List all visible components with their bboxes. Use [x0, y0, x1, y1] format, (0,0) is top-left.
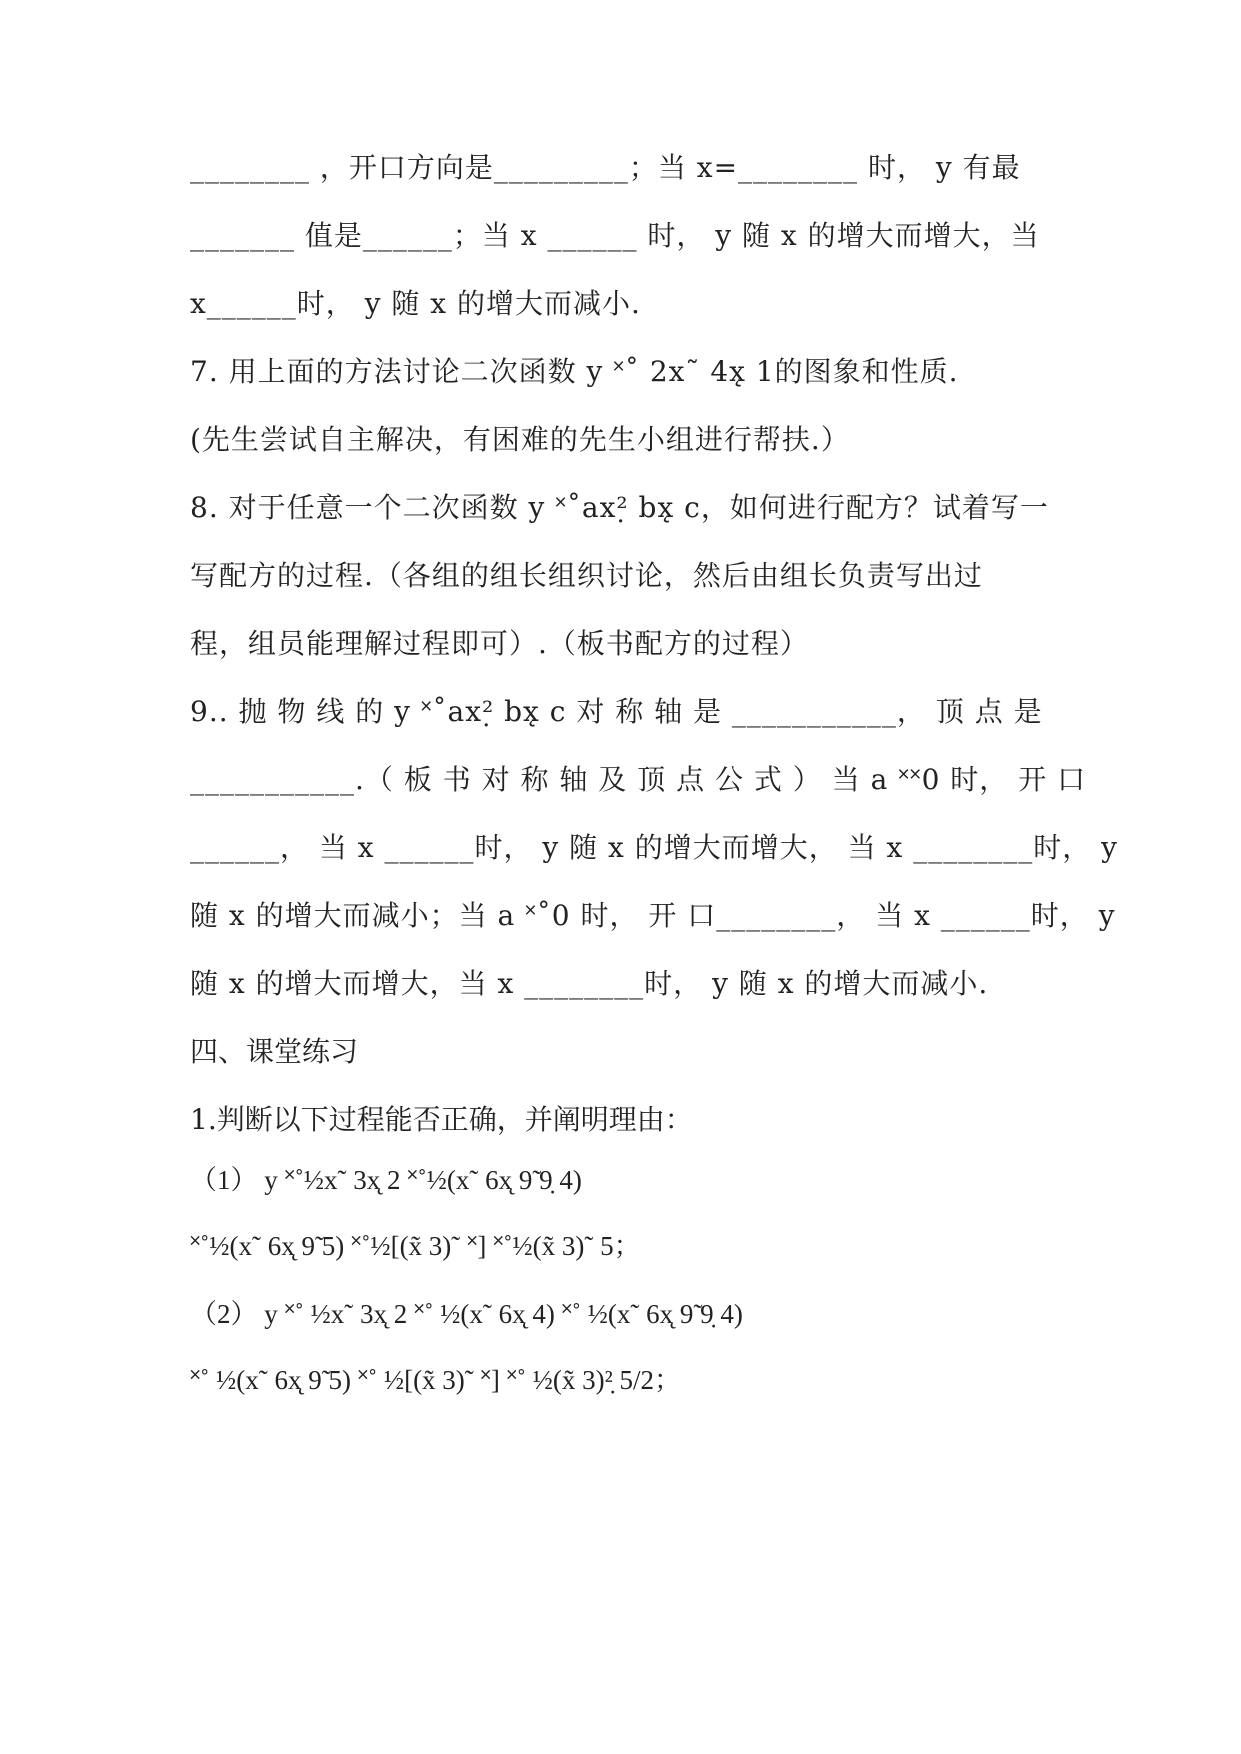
question-9-line-2-text: ___________.（ 板 书 对 称 轴 及 顶 点 公 式 ） 当 a ˟˟0 时， 开 口	[190, 763, 1087, 796]
text-line-3	[190, 284, 1060, 324]
question-9-text: 9.. 抛 物 线 的 y ˟˚ax²̣ bx̨ c 对 称 轴 是 ___________， 顶 点 是	[190, 695, 1043, 728]
question-9-line-5	[190, 964, 1060, 1004]
formula-line-2: ˟˚½(x˜ 6x̨ 9̃ 5) ˟˚½[(x̃ 3)˜ ˟] ˟˚½(x̃ 3)˜ 5；	[190, 1231, 641, 1261]
line-2-content: _______ 值是______；当 x ______ 时， y 随 x 的增大而增大，当	[190, 219, 1040, 252]
question-9-line-4-text: 随 x 的增大而减小；当 a ˟˚0 时， 开 口________， 当 x ______时， y	[190, 899, 1116, 932]
question-8-text: 8. 对于任意一个二次函数 y ˟˚ax²̣ bx̨ c，如何进行配方？试着写一	[190, 491, 1049, 524]
question-9-line-3-text: ______， 当 x ______时， y 随 x 的增大而增大， 当 x ________时， y	[190, 831, 1118, 864]
question-7-text: 7. 用上面的方法讨论二次函数 y ˟˚ 2x˜ 4x̨ 1的图象和性质.	[190, 355, 959, 388]
exercise-intro: 1.判断以下过程能否正确，并阐明理由：	[190, 1103, 693, 1136]
line-1-content: ________ ，开口方向是_________；当 x=________ 时， y 有最	[190, 151, 1021, 184]
question-7	[190, 352, 1060, 392]
question-8-line-2-text: 写配方的过程.（各组的组长组织讨论，然后由组长负责写出过	[190, 559, 983, 592]
line-3-content: x______时， y 随 x 的增大而减小.	[190, 287, 641, 320]
question-9-line-4	[190, 896, 1116, 936]
question-8-line-2	[190, 556, 1060, 596]
question-8-line-3	[190, 624, 1060, 664]
formula-line-4: ˟˚ ½(x˜ 6x̨ 9̃ 5) ˟˚ ½[(x̃ 3)˜ ˟] ˟˚ ½(x̃ 3)²̣ 5/2；	[190, 1365, 681, 1395]
formula-line-1: （1） y ˟˚½x˜ 3x̨ 2 ˟˚½(x˜ 6x̨ 9̃ 9̣ 4)	[190, 1165, 582, 1195]
text-line-2	[190, 216, 1060, 256]
question-9-line-5-text: 随 x 的增大而增大，当 x ________时， y 随 x 的增大而减小.	[190, 967, 989, 1000]
section-heading: 四、课堂练习	[190, 1035, 359, 1068]
question-8	[190, 488, 1060, 528]
instruction-note	[190, 420, 1060, 460]
question-8-line-3-text: 程，组员能理解过程即可）.（板书配方的过程）	[190, 627, 809, 660]
text-line-1	[190, 148, 1060, 188]
question-9-line-2	[190, 760, 1087, 800]
instruction-note-text: (先生尝试自主解决，有困难的先生小组进行帮扶.）	[190, 423, 850, 456]
formula-line-3: （2） y ˟˚ ½x˜ 3x̨ 2 ˟˚ ½(x˜ 6x̨ 4) ˟˚ ½(x˜ 6x̨ 9̃ 9̣ 4)	[190, 1299, 743, 1329]
question-9-line-3	[190, 828, 1118, 868]
question-9	[190, 692, 1060, 732]
